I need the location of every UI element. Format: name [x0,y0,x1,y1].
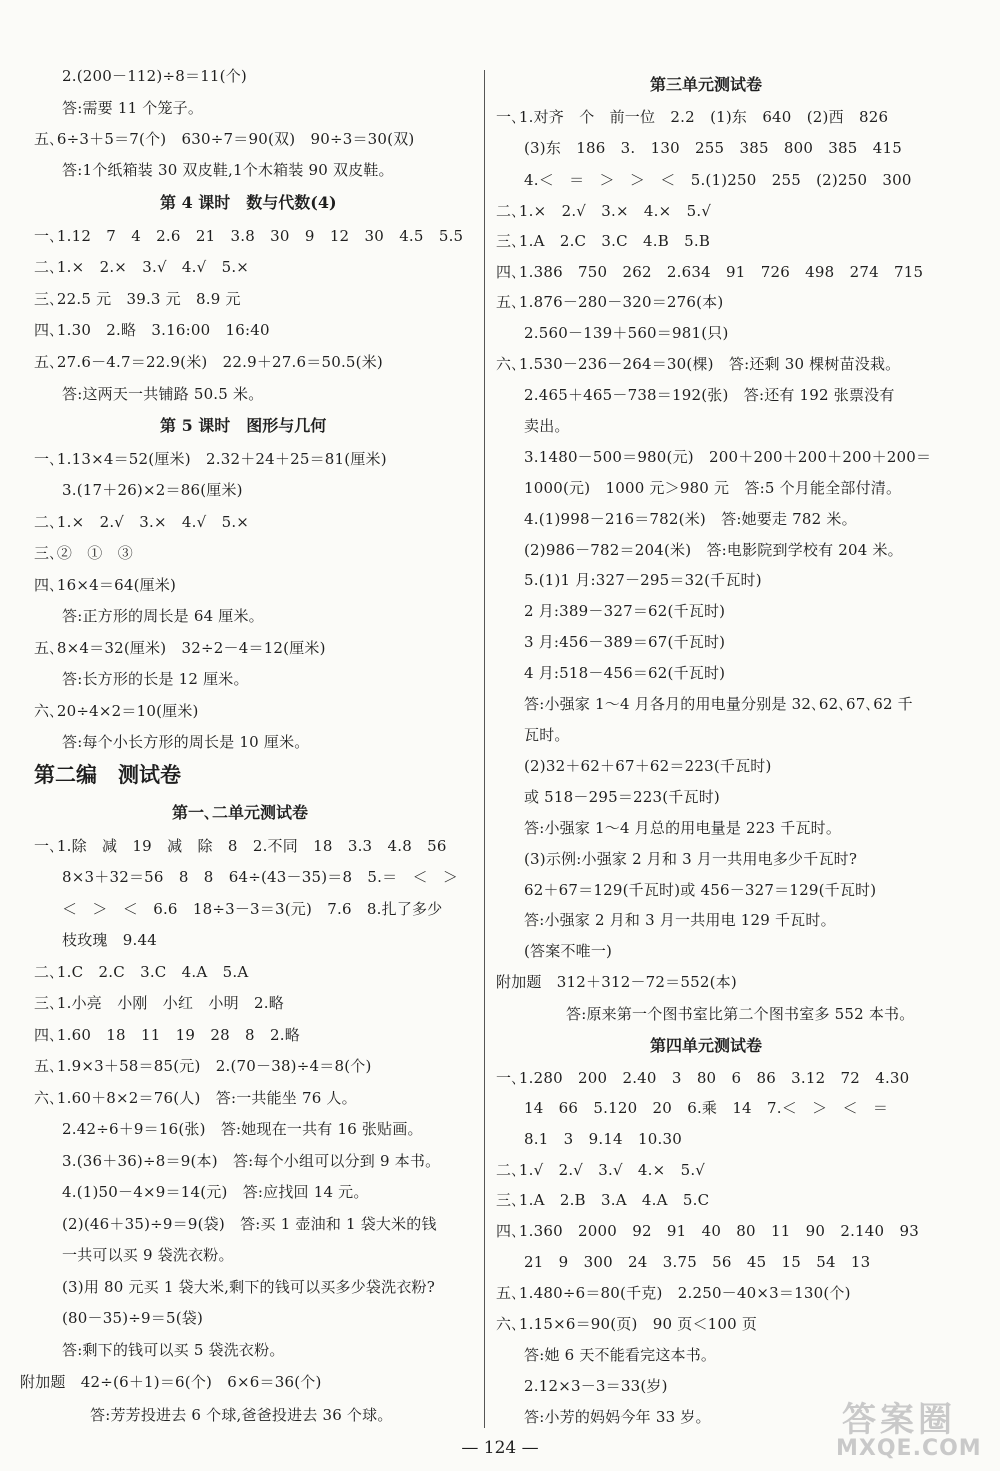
answer-line: 8×3＋32＝56 8 8 64÷(43－35)＝8 5.＝ ＜ ＞ [62,868,459,886]
answer-line: 2.560－139＋560＝981(只) [524,324,729,342]
answer-line: 四､1.386 750 262 2.634 91 726 498 274 715 [496,263,924,281]
answer-line: 二､1.× 2.√ 3.× 4.√ 5.× [34,513,250,531]
answer-line: 5.(1)1 月:327－295＝32(千瓦时) [524,571,762,589]
answer-line: 答:原来第一个图书室比第二个图书室多 552 本书。 [566,1005,915,1023]
answer-line: 五､27.6－4.7＝22.9(米) 22.9＋27.6＝50.5(米) [34,353,383,371]
answer-line: 一共可以买 9 袋洗衣粉。 [62,1246,234,1264]
answer-line: 14 66 5.120 20 6.乘 14 7.＜ ＞ ＜ ＝ [524,1099,889,1117]
answer-line: 五､6÷3＋5＝7(个) 630÷7＝90(双) 90÷3＝30(双) [34,130,415,148]
answer-line: 21 9 300 24 3.75 56 45 15 54 13 [524,1253,871,1271]
answer-line: 3.1480－500＝980(元) 200＋200＋200＋200＋200＝ [524,448,932,466]
answer-line: 三､1.小亮 小刚 小红 小明 2.略 [34,994,284,1012]
answer-line: 3.(17＋26)×2＝86(厘米) [62,481,243,499]
section-heading: 第一､二单元测试卷 [172,803,309,822]
answer-line: 62＋67＝129(千瓦时)或 456－327＝129(千瓦时) [524,881,877,899]
answer-line: 二､1.× 2.√ 3.× 4.× 5.√ [496,202,712,220]
answer-line: 答:这两天一共铺路 50.5 米。 [62,385,264,403]
column-divider [484,70,485,1428]
answer-line: 六､20÷4×2＝10(厘米) [34,702,199,720]
answer-line: (答案不唯一) [524,942,613,960]
answer-line: 答:长方形的长是 12 厘米。 [62,670,249,688]
answer-line: 四､1.360 2000 92 91 40 80 11 90 2.140 93 [496,1222,919,1240]
answer-line: 六､1.15×6＝90(页) 90 页＜100 页 [496,1315,758,1333]
answer-line: 二､1.× 2.× 3.√ 4.√ 5.× [34,258,250,276]
answer-line: 3.(36＋36)÷8＝9(本) 答:每个小组可以分到 9 本书。 [62,1152,441,1170]
answer-line: (3)东 186 3. 130 255 385 800 385 415 [524,139,902,157]
answer-line: 卖出。 [524,417,570,435]
answer-line: (3)用 80 元买 1 袋大米,剩下的钱可以买多少袋洗衣粉? [62,1278,435,1296]
answer-line: 4.(1)50－4×9＝14(元) 答:应找回 14 元。 [62,1183,369,1201]
answer-line: 一､1.13×4＝52(厘米) 2.32＋24＋25＝81(厘米) [34,450,387,468]
answer-line: 三､1.A 2.B 3.A 4.A 5.C [496,1191,710,1209]
answer-line: (2)32＋62＋67＋62＝223(千瓦时) [524,757,772,775]
answer-line: 一､1.对齐 个 前一位 2.2 (1)东 640 (2)西 826 [496,108,889,126]
answer-line: 三､1.A 2.C 3.C 4.B 5.B [496,232,711,250]
section-heading: 第 4 课时 数与代数(4) [160,193,337,212]
answer-line: 4.(1)998－216＝782(米) 答:她要走 782 米。 [524,510,857,528]
answer-line: 六､1.60＋8×2＝76(人) 答:一共能坐 76 人。 [34,1089,357,1107]
answer-line: 2.42÷6＋9＝16(张) 答:她现在一共有 16 张贴画。 [62,1120,423,1138]
answer-line: 二､1.C 2.C 3.C 4.A 5.A [34,963,249,981]
part-heading: 第二编 测试卷 [34,762,181,787]
section-heading: 第 5 课时 图形与几何 [160,416,327,435]
answer-line: 2.465＋465－738＝192(张) 答:还有 192 张票没有 [524,386,895,404]
answer-line: 8.1 3 9.14 10.30 [524,1130,682,1148]
answer-line: 或 518－295＝223(千瓦时) [524,788,720,806]
answer-line: 二､1.√ 2.√ 3.√ 4.× 5.√ [496,1161,706,1179]
answer-line: (2)986－782＝204(米) 答:电影院到学校有 204 米。 [524,541,903,559]
answer-line: 答:芳芳投进去 6 个球,爸爸投进去 36 个球。 [90,1406,393,1424]
answer-line: 五､8×4＝32(厘米) 32÷2－4＝12(厘米) [34,639,326,657]
answer-line: 答:她 6 天不能看完这本书。 [524,1346,717,1364]
answer-line: (3)示例:小强家 2 月和 3 月一共用电多少千瓦时? [524,850,858,868]
answer-line: 四､1.60 18 11 19 28 8 2.略 [34,1026,300,1044]
answer-line: 瓦时。 [524,726,570,744]
section-heading: 第四单元测试卷 [650,1036,763,1055]
answer-line: 答:正方形的周长是 64 厘米。 [62,607,264,625]
answer-line: 四､16×4＝64(厘米) [34,576,177,594]
answer-line: 三､22.5 元 39.3 元 8.9 元 [34,290,241,308]
answer-line: 2.12×3－3＝33(岁) [524,1377,668,1395]
watermark-logo [832,1392,982,1464]
answer-line: 六､1.530－236－264＝30(棵) 答:还剩 30 棵树苗没栽。 [496,355,901,373]
answer-line: ＜ ＞ ＜ 6.6 18÷3－3＝3(元) 7.6 8.扎了多少 [62,900,443,918]
answer-line: 答:小强家 1～4 月总的用电量是 223 千瓦时。 [524,819,842,837]
section-heading: 第三单元测试卷 [650,75,763,94]
answer-line: (80－35)÷9＝5(袋) [62,1309,204,1327]
bonus-line: 附加题 312＋312－72＝552(本) [496,973,737,991]
answer-line: 答:需要 11 个笼子。 [62,99,204,117]
answer-line: (2)(46＋35)÷9＝9(袋) 答:买 1 壶油和 1 袋大米的钱 [62,1215,437,1233]
answer-line: 答:1个纸箱装 30 双皮鞋,1个木箱装 90 双皮鞋。 [62,161,394,179]
answer-line: 三､② ① ③ [34,544,133,562]
answer-line: 1000(元) 1000 元＞980 元 答:5 个月能全部付清。 [524,479,902,497]
answer-line: 答:剩下的钱可以买 5 袋洗衣粉。 [62,1341,285,1359]
answer-line: 答:小强家 2 月和 3 月一共用电 129 千瓦时。 [524,911,836,929]
answer-line: 五､1.9×3＋58＝85(元) 2.(70－38)÷4＝8(个) [34,1057,372,1075]
answer-line: 四､1.30 2.略 3.16:00 16:40 [34,321,270,339]
answer-line: 一､1.除 减 19 减 除 8 2.不同 18 3.3 4.8 56 [34,837,447,855]
answer-line: 答:小芳的妈妈今年 33 岁。 [524,1408,711,1426]
answer-line: 答:每个小长方形的周长是 10 厘米。 [62,733,310,751]
answer-line: 一､1.12 7 4 2.6 21 3.8 30 9 12 30 4.5 5.5 [34,227,464,245]
answer-line: 4.＜ ＝ ＞ ＞ ＜ 5.(1)250 255 (2)250 300 [524,171,912,189]
answer-line: 答:小强家 1～4 月各月的用电量分别是 32､62､67､62 千 [524,695,913,713]
watermark-url: MXQE.COM [836,1436,982,1461]
answer-line: 五､1.480÷6＝80(千克) 2.250－40×3＝130(个) [496,1284,851,1302]
answer-line: 3 月:456－389＝67(千瓦时) [524,633,726,651]
answer-line: 4 月:518－456＝62(千瓦时) [524,664,726,682]
page-number: — 124 — [461,1438,539,1458]
bonus-line: 附加题 42÷(6＋1)＝6(个) 6×6＝36(个) [20,1373,322,1391]
answer-line: 枝玫瑰 9.44 [62,931,157,949]
answer-line: 2.(200－112)÷8＝11(个) [62,67,247,85]
answer-line: 2 月:389－327＝62(千瓦时) [524,602,726,620]
answer-line: 一､1.280 200 2.40 3 80 6 86 3.12 72 4.30 [496,1069,910,1087]
watermark-title: 答案圈 [842,1400,956,1440]
answer-line: 五､1.876－280－320＝276(本) [496,293,724,311]
